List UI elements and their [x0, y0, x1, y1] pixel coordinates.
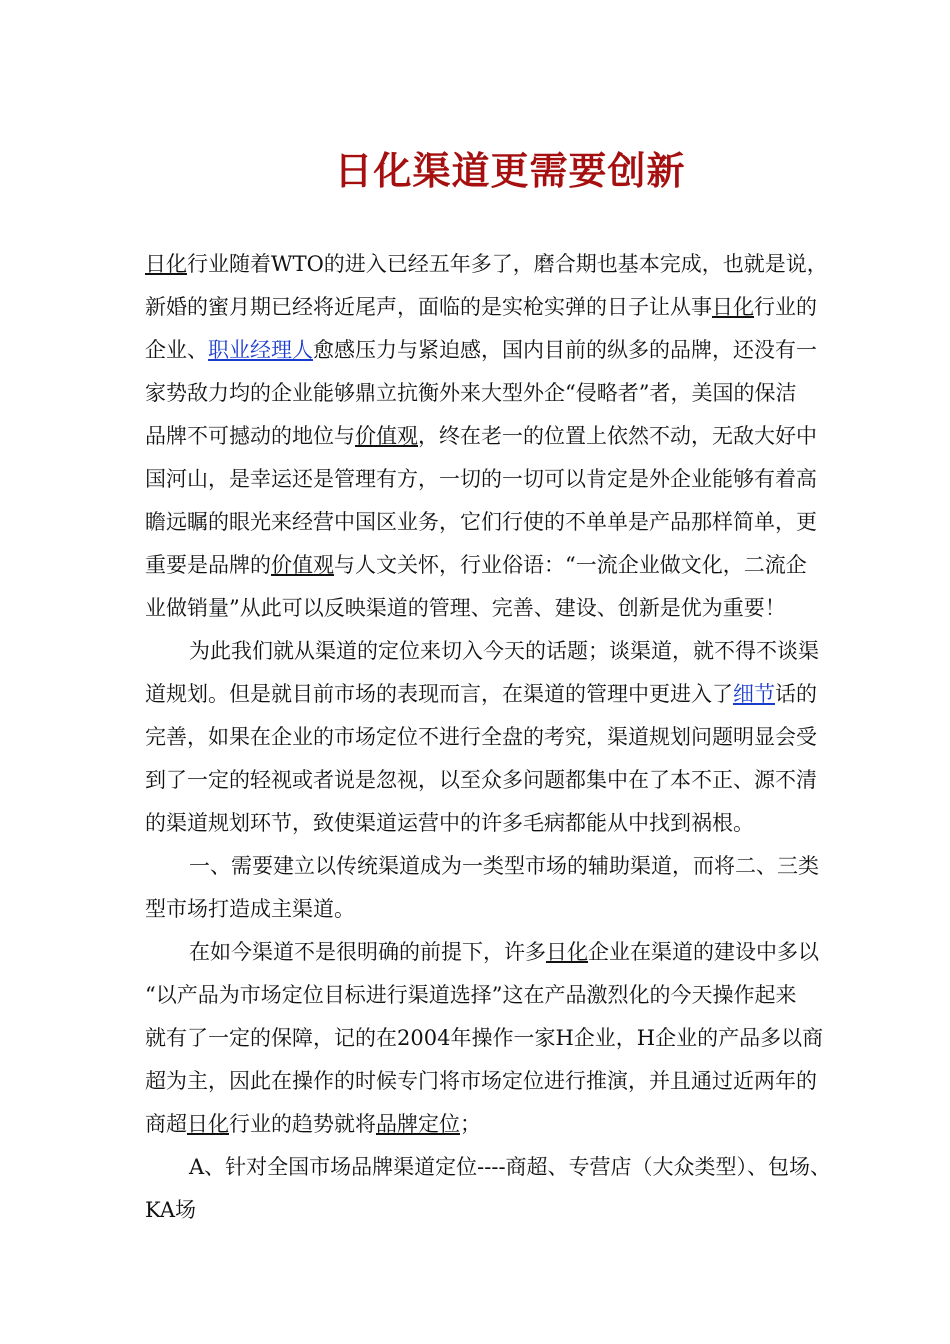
- term-link[interactable]: 日化: [712, 295, 754, 319]
- hyperlink[interactable]: 职业经理人: [208, 338, 313, 362]
- paragraph-line: [145, 335, 865, 365]
- paragraph-line: 型市场打造成主渠道。: [145, 897, 355, 921]
- term-link[interactable]: 品牌定位: [376, 1112, 460, 1136]
- paragraph-line: 家势敌力均的企业能够鼎立抗衡外来大型外企“侵略者”者，美国的保洁: [145, 381, 797, 405]
- term-link[interactable]: 价值观: [355, 424, 418, 448]
- text-span: 商超: [145, 1112, 187, 1136]
- paragraph-line: KA场: [145, 1198, 197, 1222]
- text-span: 新婚的蜜月期已经将近尾声，面临的是实枪实弹的日子让从事: [145, 295, 712, 319]
- paragraph-line: 国河山，是幸运还是管理有方，一切的一切可以肯定是外企业能够有着高: [145, 467, 817, 491]
- term-link[interactable]: 价值观: [271, 553, 334, 577]
- text-span: 与人文关怀，行业俗语：“一流企业做文化，二流企: [334, 553, 807, 577]
- paragraph-line: A、针对全国市场品牌渠道定位----商超、专营店（大众类型）、包场、: [189, 1155, 832, 1179]
- paragraph-line: “以产品为市场定位目标进行渠道选择”这在产品激烈化的今天操作起来: [145, 983, 797, 1007]
- paragraph-line: 一、需要建立以传统渠道成为一类型市场的辅助渠道，而将二、三类: [189, 854, 819, 878]
- paragraph-line: 业做销量”从此可以反映渠道的管理、完善、建设、创新是优为重要！: [145, 596, 786, 620]
- paragraph-line: 完善，如果在企业的市场定位不进行全盘的考究，渠道规划问题明显会受: [145, 725, 817, 749]
- text-span: ，终在老一的位置上依然不动，无敌大好中: [418, 424, 817, 448]
- paragraph-line: [145, 1109, 865, 1139]
- term-link[interactable]: 日化: [546, 940, 588, 964]
- text-span: 企业、: [145, 338, 208, 362]
- text-span: 行业的趋势就将: [229, 1112, 376, 1136]
- paragraph-line: [145, 249, 865, 279]
- text-span: 品牌不可撼动的地位与: [145, 424, 355, 448]
- text-span: 重要是品牌的: [145, 553, 271, 577]
- term-link[interactable]: 日化: [145, 252, 187, 276]
- text-span: 企业在渠道的建设中多以: [588, 940, 819, 964]
- document-title: 日化渠道更需要创新: [334, 149, 686, 193]
- text-span: ；: [460, 1112, 481, 1136]
- paragraph-line: 瞻远瞩的眼光来经营中国区业务，它们行使的不单单是产品那样简单，更: [145, 510, 817, 534]
- paragraph-line: 超为主，因此在操作的时候专门将市场定位进行推演，并且通过近两年的: [145, 1069, 817, 1093]
- paragraph-line: 的渠道规划环节，致使渠道运营中的许多毛病都能从中找到祸根。: [145, 811, 754, 835]
- term-link[interactable]: 日化: [187, 1112, 229, 1136]
- text-span: 话的: [775, 682, 817, 706]
- text-span: 行业的: [754, 295, 817, 319]
- text-span: 行业随着WTO的进入已经五年多了，磨合期也基本完成，也就是说，: [187, 252, 828, 276]
- paragraph-line: [189, 937, 909, 967]
- paragraph-line: 为此我们就从渠道的定位来切入今天的话题；谈渠道，就不得不谈渠: [189, 639, 819, 663]
- paragraph-line: [145, 292, 865, 322]
- hyperlink[interactable]: 细节: [733, 682, 775, 706]
- paragraph-line: [145, 421, 865, 451]
- paragraph-line: 到了一定的轻视或者说是忽视，以至众多问题都集中在了本不正、源不清: [145, 768, 817, 792]
- paragraph-line: 就有了一定的保障，记的在2004年操作一家H企业，H企业的产品多以商: [145, 1026, 824, 1050]
- paragraph-line: [145, 679, 865, 709]
- text-span: 在如今渠道不是很明确的前提下，许多: [189, 940, 546, 964]
- text-span: 愈感压力与紧迫感，国内目前的纵多的品牌，还没有一: [313, 338, 817, 362]
- text-span: 道规划。但是就目前市场的表现而言，在渠道的管理中更进入了: [145, 682, 733, 706]
- paragraph-line: [145, 550, 865, 580]
